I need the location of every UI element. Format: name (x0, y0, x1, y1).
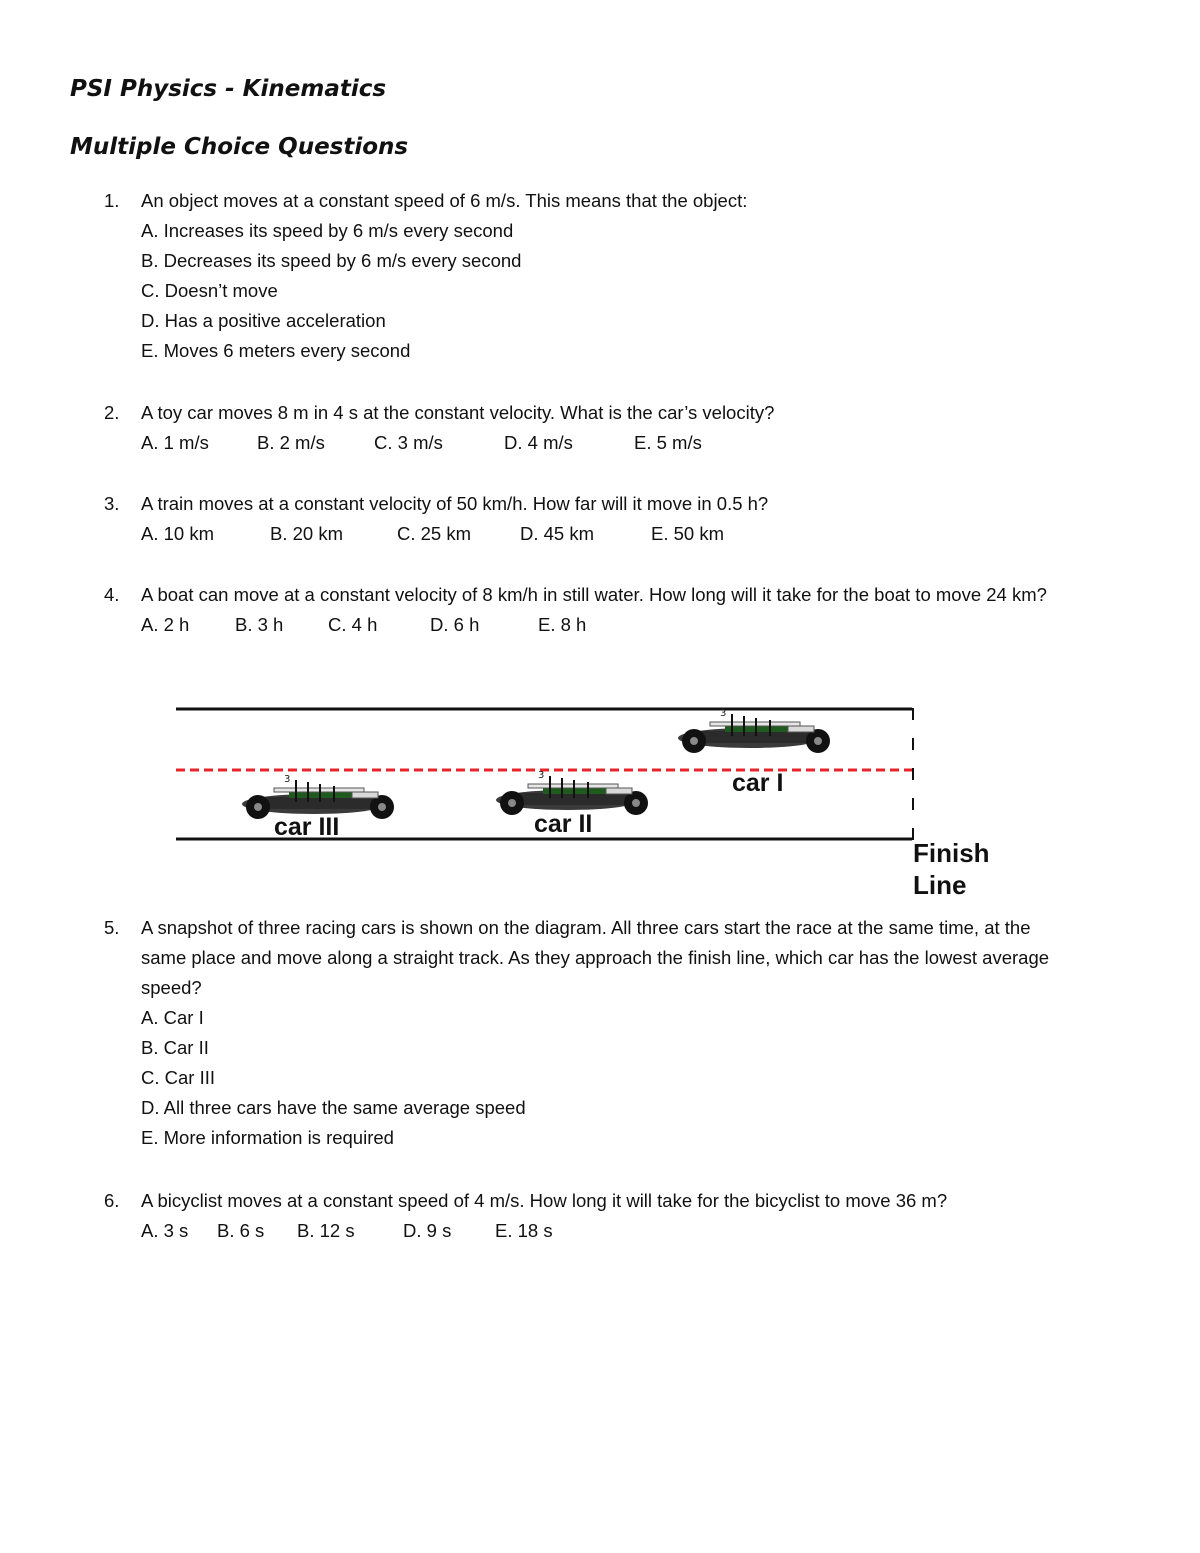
option-a: A. Increases its speed by 6 m/s every second (141, 220, 514, 241)
option-e: E. More information is required (141, 1127, 394, 1148)
option-a: A. 3 s (141, 1220, 189, 1241)
question-stem: A toy car moves 8 m in 4 s at the constant velocity. What is the car’s velocity? (141, 402, 775, 423)
stem-line: speed? (141, 977, 202, 998)
stem-line: same place and move along a straight track. As they approach the finish line, which car has the lowest average (141, 947, 1050, 968)
option-e: E. Moves 6 meters every second (141, 340, 411, 361)
car-ii-icon (496, 770, 648, 815)
option-b-2: B. 12 s (297, 1220, 355, 1241)
section-title: Multiple Choice Questions (70, 134, 409, 160)
finish-label-line2: Line (913, 870, 967, 900)
question-stem: A bicyclist moves at a constant speed of 4 m/s. How long it will take for the bicyclist to move 36 m? (141, 1190, 948, 1211)
question-number: 3. (104, 493, 120, 514)
car-iii-label: car III (274, 813, 340, 841)
option-b: B. 20 km (270, 523, 343, 544)
option-d: D. 4 m/s (504, 432, 573, 453)
option-a: A. 1 m/s (141, 432, 209, 453)
question-number: 1. (104, 190, 120, 211)
question-stem (141, 913, 1049, 1003)
option-row (141, 519, 1141, 549)
option-a: A. Car I (141, 1007, 204, 1028)
car-i-icon (678, 708, 830, 753)
finish-label-line1: Finish (913, 838, 990, 868)
car-ii-label: car II (534, 810, 593, 838)
option-e: E. 5 m/s (634, 432, 702, 453)
question-stem: An object moves at a constant speed of 6 m/s. This means that the object: (141, 190, 748, 211)
option-b: B. 2 m/s (257, 432, 325, 453)
question-stem: A train moves at a constant velocity of 50 km/h. How far will it move in 0.5 h? (141, 493, 769, 514)
option-c: C. 3 m/s (374, 432, 443, 453)
option-list (141, 1003, 526, 1153)
option-d: D. Has a positive acceleration (141, 310, 386, 331)
option-d: D. 45 km (520, 523, 595, 544)
option-b: B. Decreases its speed by 6 m/s every second (141, 250, 522, 271)
option-row (141, 1216, 1141, 1246)
option-d: D. 6 h (430, 614, 480, 635)
question-number: 4. (104, 584, 120, 605)
option-row (141, 610, 1141, 640)
option-b: B. 3 h (235, 614, 284, 635)
option-c: C. 4 h (328, 614, 378, 635)
option-e: E. 8 h (538, 614, 587, 635)
option-list (141, 216, 521, 366)
option-b: B. 6 s (217, 1220, 265, 1241)
option-a: A. 2 h (141, 614, 190, 635)
option-c: C. Car III (141, 1067, 216, 1088)
question-stem: A boat can move at a constant velocity of 8 km/h in still water. How long will it take for the boat to move 24 km? (141, 584, 1047, 605)
option-c: C. 25 km (397, 523, 472, 544)
option-c: C. Doesn’t move (141, 280, 278, 301)
car-i-label: car I (732, 769, 784, 797)
option-d: D. All three cars have the same average speed (141, 1097, 526, 1118)
option-e: E. 50 km (651, 523, 724, 544)
option-d: D. 9 s (403, 1220, 452, 1241)
option-e: E. 18 s (495, 1220, 553, 1241)
option-row (141, 428, 1141, 458)
question-number: 2. (104, 402, 120, 423)
question-number: 6. (104, 1190, 120, 1211)
question-number: 5. (104, 917, 120, 938)
page-title: PSI Physics - Kinematics (70, 76, 387, 102)
race-track-diagram: 3 car I car II car III Finish Line (220, 692, 990, 900)
option-b: B. Car II (141, 1037, 209, 1058)
option-a: A. 10 km (141, 523, 214, 544)
stem-line: A snapshot of three racing cars is shown on the diagram. All three cars start the race at the same time, at the (141, 917, 1031, 938)
